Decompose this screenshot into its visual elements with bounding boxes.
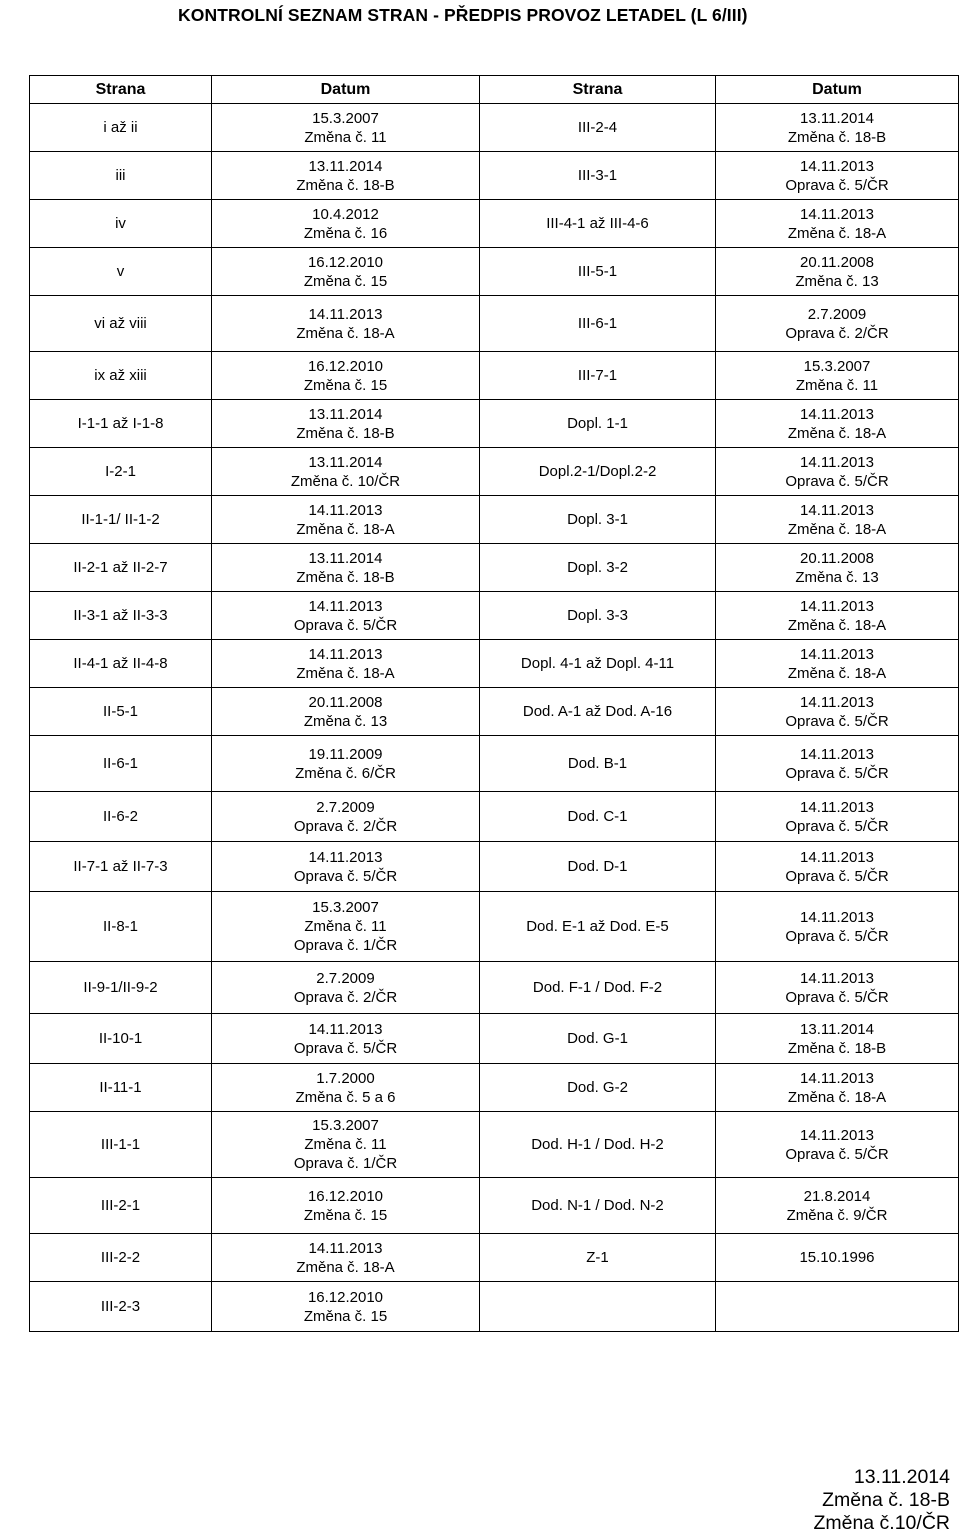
table-row: [30, 1178, 959, 1234]
cell-datum-right: [716, 1064, 959, 1112]
cell-datum-left: [212, 1064, 480, 1112]
datum-line: 16.12.2010: [307, 1288, 384, 1306]
cell-strana-left: III-2-1: [30, 1178, 212, 1234]
cell-datum-right: [716, 200, 959, 248]
table-row: [30, 248, 959, 296]
datum-line: 19.11.2009: [308, 745, 383, 763]
datum-line: 14.11.2013: [800, 908, 874, 926]
cell-datum-right: [716, 400, 959, 448]
cell-strana-left: II-5-1: [30, 688, 212, 736]
cell-strana-left: II-7-1 až II-7-3: [30, 842, 212, 892]
datum-line: 20.11.2008: [800, 253, 874, 271]
cell-strana-right: Dod. C-1: [480, 792, 716, 842]
table-row: [30, 688, 959, 736]
table-row: [30, 152, 959, 200]
cell-strana-right: Dod. E-1 až Dod. E-5: [480, 892, 716, 962]
checklist-table: [29, 75, 959, 1332]
cell-strana-left: v: [30, 248, 212, 296]
datum-line: 10.4.2012: [312, 205, 379, 223]
cell-datum-left: [212, 842, 480, 892]
datum-line: Změna č. 9/ČR: [786, 1206, 888, 1224]
cell-datum-right: [716, 892, 959, 962]
datum-line: Změna č. 13: [795, 568, 879, 586]
cell-strana-right: Dod. F-1 / Dod. F-2: [480, 962, 716, 1014]
datum-line: 14.11.2013: [308, 645, 383, 663]
cell-datum-left: [212, 296, 480, 352]
datum-line: Změna č. 18-A: [296, 520, 395, 538]
datum-line: Změna č. 15: [303, 1307, 388, 1325]
cell-datum-right: [716, 152, 959, 200]
header-row: [30, 76, 959, 104]
table-row: [30, 496, 959, 544]
cell-datum-right: [716, 842, 959, 892]
cell-strana-right: Dod. G-2: [480, 1064, 716, 1112]
cell-strana-right: Dopl. 1-1: [480, 400, 716, 448]
cell-strana-right: Dopl. 3-2: [480, 544, 716, 592]
datum-line: 15.3.2007: [312, 899, 379, 916]
cell-datum-left: [212, 248, 480, 296]
table-row: [30, 962, 959, 1014]
datum-line: Oprava č. 2/ČR: [785, 324, 889, 342]
datum-line: 15.3.2007: [312, 1117, 379, 1134]
datum-line: 14.11.2013: [800, 798, 874, 816]
footer-revision: [813, 1466, 950, 1535]
cell-datum-right: [716, 1014, 959, 1064]
cell-datum-right: [716, 962, 959, 1014]
cell-strana-left: III-2-3: [30, 1282, 212, 1332]
datum-line: 13.11.2014: [800, 109, 874, 127]
cell-strana-right: Dod. N-1 / Dod. N-2: [480, 1178, 716, 1234]
datum-line: Změna č. 18-A: [296, 1258, 395, 1276]
cell-strana-right: III-6-1: [480, 296, 716, 352]
table-row: [30, 1112, 959, 1178]
cell-strana-left: I-1-1 až I-1-8: [30, 400, 212, 448]
datum-line: Oprava č. 5/ČR: [785, 176, 889, 194]
table-row: [30, 640, 959, 688]
cell-datum-right: [716, 736, 959, 792]
cell-datum-left: [212, 1178, 480, 1234]
datum-line: 15.10.1996: [799, 1249, 875, 1266]
datum-line: 15.3.2007: [803, 357, 871, 375]
datum-line: 14.11.2013: [308, 1020, 383, 1038]
table-row: [30, 1234, 959, 1282]
cell-datum-left: [212, 448, 480, 496]
table-row: [30, 544, 959, 592]
datum-line: Změna č. 6/ČR: [295, 764, 396, 782]
datum-line: Změna č. 13: [303, 712, 388, 730]
footer-amendment-cr: Změna č.10/ČR: [813, 1512, 950, 1534]
datum-line: 20.11.2008: [800, 549, 874, 567]
datum-line: Změna č. 16: [303, 224, 388, 242]
cell-datum-right: [716, 104, 959, 152]
cell-strana-right: III-4-1 až III-4-6: [480, 200, 716, 248]
datum-line: 14.11.2013: [800, 205, 874, 223]
table-row: [30, 736, 959, 792]
datum-line: Změna č. 15: [303, 272, 388, 290]
table-body: [30, 104, 959, 1332]
datum-line: 14.11.2013: [308, 501, 383, 519]
datum-line: Změna č. 15: [303, 376, 388, 394]
datum-line: 21.8.2014: [803, 1187, 871, 1205]
cell-datum-left: [212, 792, 480, 842]
datum-line: 13.11.2014: [308, 453, 383, 471]
cell-datum-left: [212, 352, 480, 400]
cell-datum-left: [212, 1014, 480, 1064]
cell-datum-right: [716, 640, 959, 688]
cell-strana-right: [480, 1282, 716, 1332]
datum-line: 14.11.2013: [800, 1069, 874, 1087]
datum-line: 14.11.2013: [800, 1126, 874, 1144]
cell-datum-right: [716, 448, 959, 496]
datum-line: Změna č. 10/ČR: [290, 472, 401, 490]
datum-line: Oprava č. 1/ČR: [293, 1155, 398, 1172]
cell-datum-left: [212, 496, 480, 544]
cell-strana-left: i až ii: [30, 104, 212, 152]
datum-line: Změna č. 11: [304, 918, 387, 935]
cell-strana-right: III-7-1: [480, 352, 716, 400]
datum-line: Oprava č. 5/ČR: [293, 867, 398, 885]
table-row: [30, 104, 959, 152]
datum-line: 14.11.2013: [800, 405, 874, 423]
datum-line: 13.11.2014: [308, 157, 383, 175]
cell-datum-right: [716, 248, 959, 296]
datum-line: Změna č. 18-B: [787, 1039, 887, 1057]
datum-line: Změna č. 13: [795, 272, 879, 290]
footer-amendment: Změna č. 18-B: [822, 1489, 950, 1511]
cell-datum-left: [212, 104, 480, 152]
cell-datum-left: [212, 688, 480, 736]
table-row: [30, 1064, 959, 1112]
cell-datum-right: [716, 592, 959, 640]
table-row: [30, 592, 959, 640]
cell-strana-left: II-11-1: [30, 1064, 212, 1112]
datum-line: 16.12.2010: [307, 357, 384, 375]
datum-line: 14.11.2013: [308, 848, 383, 866]
datum-line: Oprava č. 5/ČR: [293, 616, 398, 634]
cell-strana-left: I-2-1: [30, 448, 212, 496]
datum-line: Oprava č. 5/ČR: [785, 927, 889, 945]
datum-line: Oprava č. 5/ČR: [785, 817, 889, 835]
table-row: [30, 892, 959, 962]
footer-date: 13.11.2014: [853, 1466, 950, 1488]
cell-strana-right: Dopl. 4-1 až Dopl. 4-11: [480, 640, 716, 688]
table-row: [30, 400, 959, 448]
cell-strana-left: iii: [30, 152, 212, 200]
cell-datum-left: [212, 544, 480, 592]
table-row: [30, 352, 959, 400]
datum-line: 2.7.2009: [316, 798, 375, 816]
datum-line: Oprava č. 2/ČR: [293, 988, 398, 1006]
datum-line: 2.7.2009: [316, 969, 375, 987]
datum-line: 14.11.2013: [800, 848, 874, 866]
datum-line: 13.11.2014: [308, 405, 383, 423]
datum-line: 14.11.2013: [800, 645, 874, 663]
table-row: [30, 1014, 959, 1064]
datum-line: Změna č. 11: [304, 128, 387, 146]
cell-datum-left: [212, 592, 480, 640]
datum-line: Oprava č. 1/ČR: [293, 937, 398, 954]
datum-line: 20.11.2008: [308, 693, 383, 711]
cell-strana-right: III-3-1: [480, 152, 716, 200]
cell-datum-left: [212, 1282, 480, 1332]
cell-strana-left: II-3-1 až II-3-3: [30, 592, 212, 640]
datum-line: Změna č. 18-A: [296, 664, 395, 682]
cell-datum-right: [716, 688, 959, 736]
cell-strana-right: III-2-4: [480, 104, 716, 152]
cell-datum-right: [716, 496, 959, 544]
cell-datum-left: [212, 962, 480, 1014]
datum-line: Změna č. 18-A: [787, 424, 887, 442]
datum-line: Změna č. 18-A: [787, 1088, 887, 1106]
datum-line: 13.11.2014: [308, 549, 383, 567]
datum-line: Oprava č. 5/ČR: [785, 988, 889, 1006]
table-row: [30, 792, 959, 842]
cell-datum-left: [212, 200, 480, 248]
datum-line: 14.11.2013: [800, 597, 874, 615]
cell-strana-left: III-2-2: [30, 1234, 212, 1282]
datum-line: Změna č. 18-B: [296, 176, 395, 194]
cell-strana-left: II-9-1/II-9-2: [30, 962, 212, 1014]
table-row: [30, 296, 959, 352]
datum-line: Změna č. 18-A: [787, 664, 887, 682]
cell-strana-right: Dopl. 3-1: [480, 496, 716, 544]
datum-line: Změna č. 18-B: [787, 128, 887, 146]
cell-datum-left: [212, 640, 480, 688]
cell-strana-left: II-8-1: [30, 892, 212, 962]
datum-line: 15.3.2007: [312, 109, 379, 127]
datum-line: 14.11.2013: [308, 1239, 383, 1257]
page-title: KONTROLNÍ SEZNAM STRAN - PŘEDPIS PROVOZ LETADEL (L 6/III): [178, 5, 748, 25]
cell-strana-left: II-10-1: [30, 1014, 212, 1064]
cell-datum-left: [212, 892, 480, 962]
datum-line: 14.11.2013: [800, 693, 874, 711]
table-row: [30, 200, 959, 248]
header-datum-2: Datum: [716, 76, 959, 104]
cell-strana-right: Dod. B-1: [480, 736, 716, 792]
cell-datum-left: [212, 1112, 480, 1178]
cell-datum-right: [716, 1178, 959, 1234]
cell-datum-right: [716, 1282, 959, 1332]
cell-strana-left: II-2-1 až II-2-7: [30, 544, 212, 592]
datum-line: Změna č. 18-A: [787, 224, 887, 242]
datum-line: 14.11.2013: [800, 501, 874, 519]
cell-strana-left: vi až viii: [30, 296, 212, 352]
datum-line: 16.12.2010: [307, 1187, 384, 1205]
table-row: [30, 1282, 959, 1332]
datum-line: 14.11.2013: [308, 597, 383, 615]
cell-strana-left: II-6-1: [30, 736, 212, 792]
table-row: [30, 842, 959, 892]
datum-line: Změna č. 18-A: [296, 324, 395, 342]
cell-strana-right: Dod. D-1: [480, 842, 716, 892]
datum-line: Změna č. 18-A: [787, 616, 887, 634]
datum-line: 13.11.2014: [800, 1020, 874, 1038]
datum-line: Oprava č. 5/ČR: [785, 1145, 889, 1163]
datum-line: Oprava č. 5/ČR: [785, 472, 889, 490]
datum-line: Změna č. 18-B: [296, 568, 395, 586]
table-row: [30, 448, 959, 496]
cell-datum-right: [716, 296, 959, 352]
datum-line: Změna č. 18-B: [296, 424, 395, 442]
datum-line: 14.11.2013: [800, 453, 874, 471]
cell-datum-left: [212, 1234, 480, 1282]
cell-strana-right: III-5-1: [480, 248, 716, 296]
cell-strana-left: ix až xiii: [30, 352, 212, 400]
cell-strana-right: Dopl. 3-3: [480, 592, 716, 640]
cell-strana-right: Dopl.2-1/Dopl.2-2: [480, 448, 716, 496]
datum-line: 16.12.2010: [307, 253, 384, 271]
datum-line: Změna č. 18-A: [787, 520, 887, 538]
header-datum-1: Datum: [212, 76, 480, 104]
datum-line: Změna č. 11: [795, 376, 879, 394]
cell-datum-right: [716, 352, 959, 400]
datum-line: Oprava č. 5/ČR: [293, 1039, 398, 1057]
cell-strana-left: III-1-1: [30, 1112, 212, 1178]
header-strana-2: Strana: [480, 76, 716, 104]
datum-line: Změna č. 5 a 6: [295, 1088, 396, 1106]
cell-strana-left: II-6-2: [30, 792, 212, 842]
cell-strana-left: iv: [30, 200, 212, 248]
datum-line: 14.11.2013: [800, 745, 874, 763]
datum-line: 1.7.2000: [316, 1069, 375, 1087]
cell-strana-right: Dod. H-1 / Dod. H-2: [480, 1112, 716, 1178]
cell-datum-left: [212, 400, 480, 448]
datum-line: 14.11.2013: [308, 305, 383, 323]
cell-strana-left: II-1-1/ II-1-2: [30, 496, 212, 544]
cell-datum-left: [212, 736, 480, 792]
datum-line: 2.7.2009: [807, 305, 867, 323]
cell-strana-right: Z-1: [480, 1234, 716, 1282]
datum-line: Oprava č. 5/ČR: [785, 712, 889, 730]
datum-line: Změna č. 11: [304, 1136, 387, 1153]
cell-strana-left: II-4-1 až II-4-8: [30, 640, 212, 688]
cell-datum-right: [716, 792, 959, 842]
datum-line: 14.11.2013: [800, 969, 874, 987]
datum-line: Oprava č. 5/ČR: [785, 867, 889, 885]
cell-datum-right: [716, 544, 959, 592]
cell-strana-right: Dod. A-1 až Dod. A-16: [480, 688, 716, 736]
datum-line: Změna č. 15: [303, 1206, 388, 1224]
datum-line: Oprava č. 5/ČR: [785, 764, 889, 782]
cell-datum-right: [716, 1112, 959, 1178]
cell-datum-left: [212, 152, 480, 200]
header-strana-1: Strana: [30, 76, 212, 104]
cell-strana-right: Dod. G-1: [480, 1014, 716, 1064]
datum-line: Oprava č. 2/ČR: [293, 817, 398, 835]
cell-datum-right: [716, 1234, 959, 1282]
datum-line: 14.11.2013: [800, 157, 874, 175]
